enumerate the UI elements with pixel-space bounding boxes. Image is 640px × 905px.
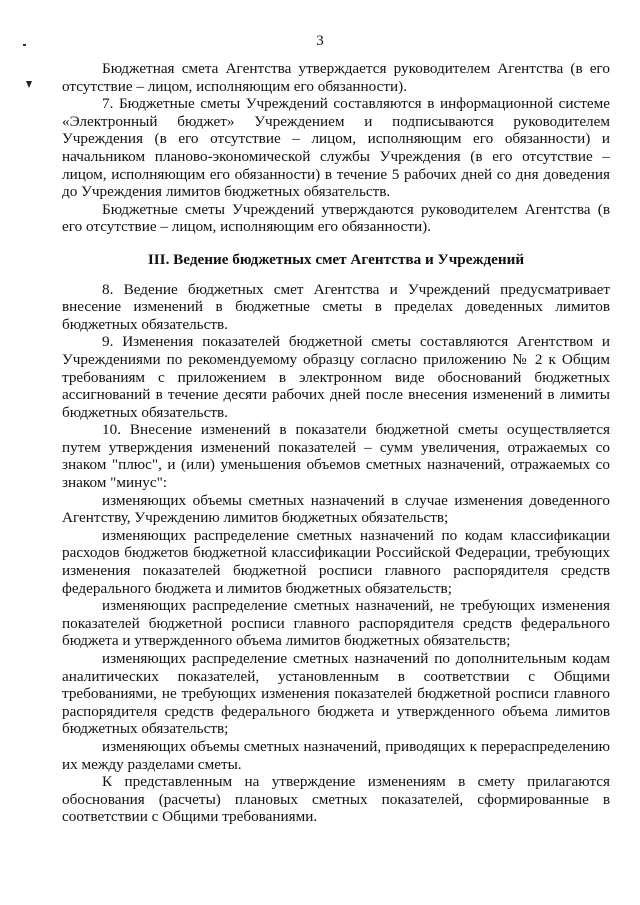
list-item: изменяющих распределение сметных назначений, не требующих изменения показателей бюджетной росписи главного распорядителя средств федерального бюджета и утвержденного объема лимитов бюджетных обязательств; <box>62 597 610 650</box>
page-number: 3 <box>316 33 324 49</box>
document-body <box>62 60 610 826</box>
paragraph: 8. Ведение бюджетных смет Агентства и Учреждений предусматривает внесение изменений в бюджетные сметы в пределах доведенных лимитов бюджетных обязательств. <box>62 280 610 333</box>
paragraph: 10. Внесение изменений в показатели бюджетной сметы осуществляется путем утверждения изменений показателей – сумм увеличения, отражаемых со знаком "плюс", и (или) уменьшения объемов сметных назначений, отражаемых со знаком "минус": <box>62 421 610 492</box>
paragraph: 7. Бюджетные сметы Учреждений составляются в информационной системе «Электронный бюджет» Учреждением и подписываются руководителем Учреждения (в его отсутствие – лицом, исполняющим его обязанности) и начальником планово-экономической службы Учреждения (в его отсутствие – лицом, исполняющим его обязанности) в течение 5 рабочих дней со дня доведения до Учреждения лимитов бюджетных обязательств. <box>62 95 610 201</box>
section-heading: III. Ведение бюджетных смет Агентства и Учреждений <box>147 250 525 268</box>
paragraph: К представленным на утверждение изменениям в смету прилагаются обоснования (расчеты) плановых сметных показателей, сформированные в соответствии с Общими требованиями. <box>62 773 610 826</box>
list-item: изменяющих распределение сметных назначений по дополнительным кодам аналитических показателей, установленным в соответствии с Общими требованиями, не требующих изменения показателей бюджетной росписи главного распорядителя средств федерального бюджета и утвержденного объема лимитов бюджетных обязательств; <box>62 650 610 738</box>
list-item: изменяющих распределение сметных назначений по кодам классификации расходов бюджетов бюджетной классификации Российской Федерации, требующих изменения показателей бюджетной росписи главного распорядителя средств федерального бюджета и лимитов бюджетных обязательств; <box>62 526 610 597</box>
paragraph: Бюджетная смета Агентства утверждается руководителем Агентства (в его отсутствие – лицом, исполняющим его обязанности). <box>62 60 610 95</box>
paragraph: 9. Изменения показателей бюджетной сметы составляются Агентством и Учреждениями по рекомендуемому образцу согласно приложению № 2 к Общим требованиям с приложением в электронном виде обоснований бюджетных ассигнований в течение десяти рабочих дней после внесения изменений в лимиты бюджетных обязательств. <box>62 333 610 421</box>
list-item: изменяющих объемы сметных назначений, приводящих к перераспределению их между разделами сметы. <box>62 737 610 773</box>
paragraph: Бюджетные сметы Учреждений утверждаются руководителем Агентства (в его отсутствие – лицом, исполняющим его обязанности). <box>62 200 610 236</box>
scan-mark <box>23 44 26 46</box>
list-item: изменяющих объемы сметных назначений в случае изменения доведенного Агентству, Учреждению лимитов бюджетных обязательств; <box>62 491 610 527</box>
scan-mark-arrow <box>26 81 32 88</box>
